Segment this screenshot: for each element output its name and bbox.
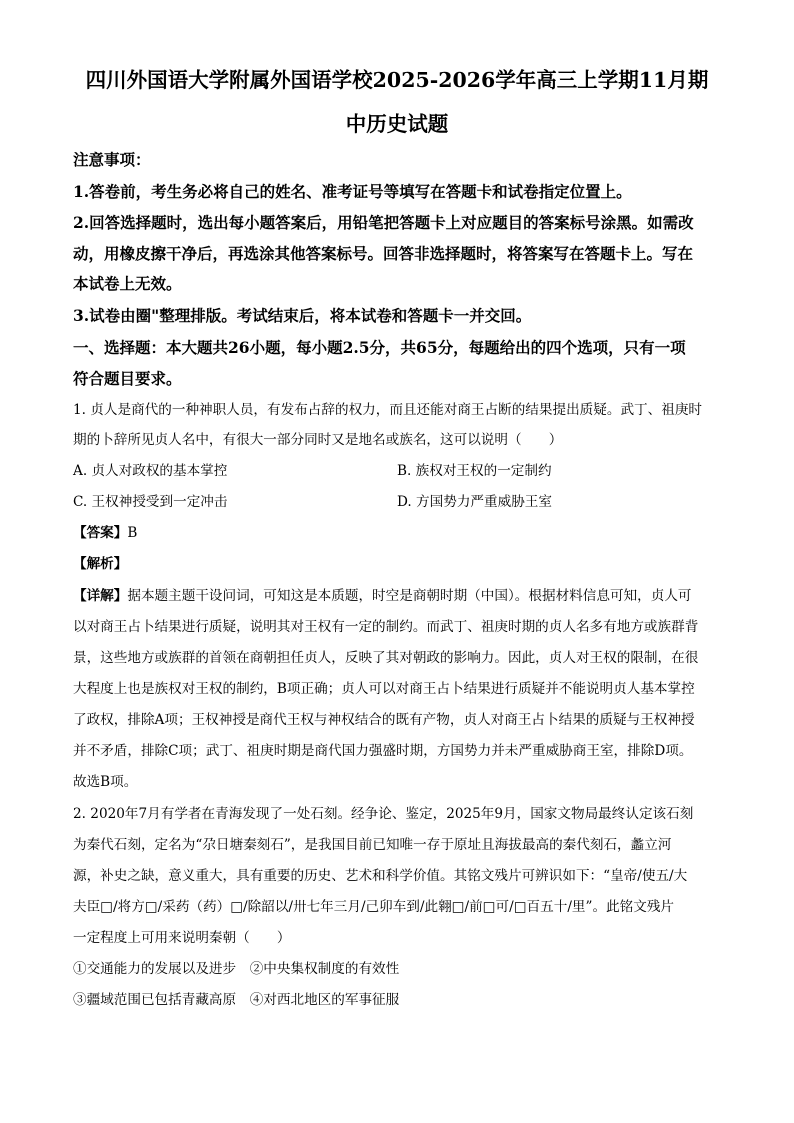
exam-title-line-2: 中历史试题 bbox=[345, 112, 449, 136]
question-2-items-line-1: ①交通能力的发展以及进步 ②中央集权制度的有效性 bbox=[73, 961, 400, 977]
notice-item-1: 1.答卷前，考生务必将自己的姓名、准考证号等填写在答题卡和试卷指定位置上。 bbox=[73, 182, 632, 201]
question-1-option-b: B. 族权对王权的一定制约 bbox=[397, 463, 552, 479]
notice-item-3: 3.试卷由圈"整理排版。考试结束后，将本试卷和答题卡一并交回。 bbox=[73, 306, 532, 325]
question-2-stem-line-4: 夫臣□/将方□/采药（药）□/除韶以/卅七年三月/己卯车到/此翱□/前□可/□百五十/里”。此铭文残片 bbox=[73, 899, 675, 915]
question-1-detail-line-5: 了政权，排除A项；王权神授是商代王权与神权结合的既有产物，贞人对商王占卜结果的质疑与王权神授 bbox=[73, 712, 695, 728]
exam-title-line-1: 四川外国语大学附属外国语学校2025-2026学年高三上学期11月期 bbox=[85, 68, 709, 92]
section-heading-line-2: 符合题目要求。 bbox=[73, 369, 182, 388]
question-1-detail-line-4: 大程度上也是族权对王权的制约，B项正确；贞人可以对商王占卜结果进行质疑并不能说明贞人基本掌控 bbox=[73, 681, 695, 697]
notice-item-2-line-2: 动，用橡皮擦干净后，再选涂其他答案标号。回答非选择题时，将答案写在答题卡上。写在 bbox=[73, 244, 694, 263]
notice-heading: 注意事项： bbox=[73, 150, 151, 169]
notice-item-2-line-1: 2.回答选择题时，选出每小题答案后，用铅笔把答题卡上对应题目的答案标号涂黑。如需改 bbox=[73, 213, 694, 232]
detail-tag: 【详解】 bbox=[73, 588, 128, 604]
question-2-stem-line-1: 2. 2020年7月有学者在青海发现了一处石刻。经争论、鉴定，2025年9月，国家文物局最终认定该石刻 bbox=[73, 806, 694, 822]
question-1-detail-line-2: 以对商王占卜结果进行质疑，说明其对王权有一定的制约。而武丁、祖庚时期的贞人名多有地方或族群背 bbox=[73, 619, 699, 635]
question-1-detail-line-6: 并不矛盾，排除C项；武丁、祖庚时期是商代国力强盛时期，方国势力并未严重威胁商王室，排除D项。 bbox=[73, 743, 693, 759]
answer-value: B bbox=[127, 525, 138, 541]
notice-item-2-line-3: 本试卷上无效。 bbox=[73, 274, 182, 293]
question-1-detail-line-7: 故选B项。 bbox=[73, 774, 138, 790]
question-1-detail-line-1 bbox=[73, 586, 692, 606]
detail-text: 据本题主题干设问词，可知这是本质题，时空是商朝时期（中国）。根据材料信息可知，贞人可 bbox=[127, 588, 692, 604]
question-2-stem-line-3: 源，补史之缺，意义重大，具有重要的历史、艺术和科学价值。其铭文残片可辨识如下：“皇帝/使五/大 bbox=[73, 868, 688, 884]
answer-tag: 【答案】 bbox=[73, 525, 128, 541]
question-1-option-d: D. 方国势力严重威胁王室 bbox=[397, 494, 552, 510]
question-1-detail-line-3: 景，这些地方或族群的首领在商朝担任贞人，反映了其对朝政的影响力。因此，贞人对王权的限制，在很 bbox=[73, 650, 699, 666]
section-heading-line-1: 一、选择题：本大题共26小题，每小题2.5分，共65分，每题给出的四个选项，只有一项 bbox=[73, 338, 686, 357]
analysis-tag: 【解析】 bbox=[73, 556, 128, 572]
question-2-stem-line-5: 一定程度上可用来说明秦朝（ ） bbox=[73, 930, 291, 946]
question-1-option-a: A. 贞人对政权的基本掌控 bbox=[73, 463, 228, 479]
question-1-stem-line-1: 1. 贞人是商代的一种神职人员，有发布占辞的权力，而且还能对商王占断的结果提出质疑。武丁、祖庚时 bbox=[73, 402, 703, 418]
question-2-items-line-2: ③疆域范围已包括青藏高原 ④对西北地区的军事征服 bbox=[73, 992, 400, 1008]
question-1-option-c: C. 王权神授受到一定冲击 bbox=[73, 494, 228, 510]
question-1-answer bbox=[73, 523, 137, 543]
question-2-stem-line-2: 为秦代石刻，定名为“尕日塘秦刻石”，是我国目前已知唯一存于原址且海拔最高的秦代刻石，蠡立河 bbox=[73, 837, 672, 853]
question-1-stem-line-2: 期的卜辞所见贞人名中，有很大一部分同时又是地名或族名，这可以说明（ ） bbox=[73, 432, 563, 448]
